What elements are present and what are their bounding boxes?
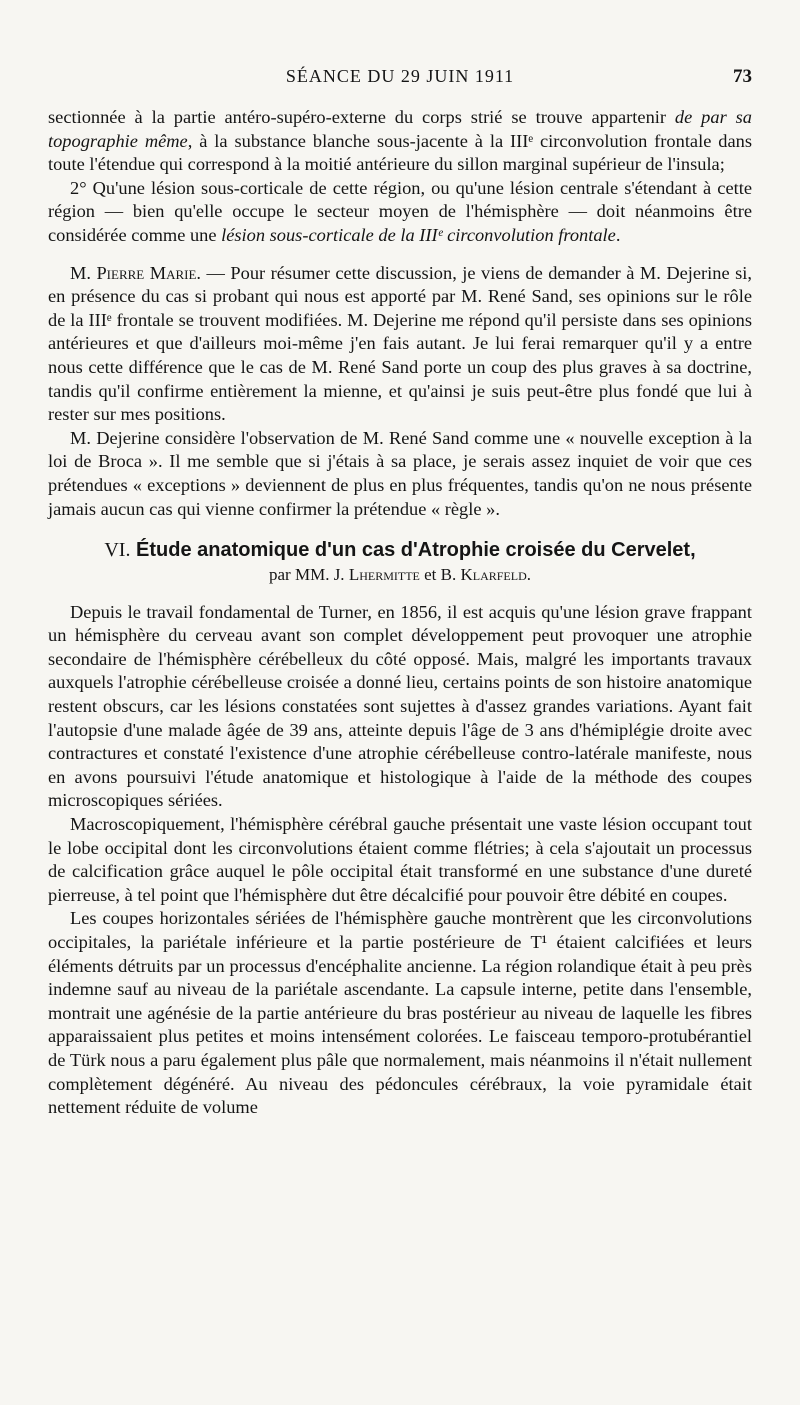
author-klarfeld: Klarfeld <box>460 565 527 585</box>
paragraph-3-text: . — Pour résumer cette discussion, je viens de demander à M. Dejerine si, en présence du cas si probant qui nous est apporté par M. René Sand, ses opinions sur le rôle de la IIIᵉ frontale se trouvent modifiées. M. Dejerine me répond qu'il persiste dans ses opinions antérieures et que d'ailleurs moi-même j'en fais autant. Je lui ferai remarquer qu'il y a entre nous cette différence que le cas de M. René Sand porte un coup des plus graves à sa doctrine, tandis qu'il confirme entièrement la mienne, et qu'ainsi je suis peut-être plus fondé que lui à rester sur mes positions. <box>48 262 752 425</box>
section-number: VI. <box>104 539 131 562</box>
paragraph-5-text: Depuis le travail fondamental de Turner, en 1856, il est acquis qu'une lésion grave frappant un hémisphère du cerveau avant son complet développement peut provoquer une atrophie secondaire de l'hémisphère cérébelleux du côté opposé. Mais, malgré les importants travaux auxquels l'atrophie cérébelleuse croisée a donné lieu, certains points de son histoire anatomique restent obscurs, car les lésions constatées sont sujettes à d'assez grandes variations. Ayant fait l'autopsie d'une malade âgée de 39 ans, atteinte depuis l'âge de 3 ans d'hémiplégie droite avec contractures et constaté l'existence d'une atrophie cérébelleuse contro-latérale manifeste, nous en avons poursuivi l'étude anatomique et histologique à l'aide de la méthode des coupes microscopiques sériées. <box>48 601 752 811</box>
authors-join: et B. <box>419 565 461 585</box>
running-head: SÉANCE DU 29 JUIN 1911 <box>285 66 515 86</box>
paragraph-4 <box>48 427 752 521</box>
spacer <box>48 248 752 262</box>
authors-prefix: par MM. J. <box>269 565 349 585</box>
section-heading <box>48 537 752 563</box>
speaker-name: Pierre Marie <box>96 262 197 283</box>
paragraph-1-text-a: sectionnée à la partie antéro-supéro-externe du corps strié se trouve appartenir <box>48 107 667 127</box>
paragraph-7 <box>48 907 752 1119</box>
author-lhermitte: Lhermitte <box>348 565 420 585</box>
page-header <box>48 66 752 94</box>
speaker-prefix: M. <box>70 262 97 283</box>
paragraph-6 <box>48 813 752 907</box>
paragraph-2-text-b: . <box>615 224 621 245</box>
paragraph-1-text-b: , à la substance blanche sous-jacente à la IIIᵉ circonvolution frontale dans toute l'étendue qui correspond à la moitié antérieure du sillon marginal supérieur de l'insula; <box>48 130 752 175</box>
page-body <box>48 106 752 1120</box>
paragraph-2-text-a: 2° Qu'une lésion sous-corticale de cette région, ou qu'une lésion centrale s'étendant à cette région — bien qu'elle occupe le secteur moyen de l'hémisphère — doit néanmoins être considérée comme une <box>48 177 752 245</box>
paragraph-2 <box>48 177 752 248</box>
page-number: 73 <box>733 66 752 87</box>
paragraph-7-text: Les coupes horizontales sériées de l'hémisphère gauche montrèrent que les circonvolutions occipitales, la pariétale inférieure et la partie postérieure de T¹ étaient calcifiées et leurs éléments détruits par un processus d'encéphalite ancienne. La région rolandique était à peu près indemne sauf au niveau de la pariétale ascendante. La capsule interne, petite dans l'ensemble, montrait une agénésie de la partie antérieure du bras postérieur au niveau de laquelle les fibres apparaissaient plus petites et moins intensément colorées. Le faisceau temporo-protubérantiel de Türk nous a paru également plus pâle que normalement, mais néanmoins il n'était nullement complètement dégénéré. Au niveau des pédoncules cérébraux, la voie pyramidale était nettement réduite de volume <box>48 908 752 1118</box>
paragraph-6-text: Macroscopiquement, l'hémisphère cérébral gauche présentait une vaste lésion occupant tout le lobe occipital dont les circonvolutions étaient comme flétries; à cela s'ajoutait un processus de calcification grâce auquel le pôle occipital était transformé en une substance d'une dureté pierreuse, à tel point que l'hémisphère dut être décalcifié pour pouvoir être débité en coupes. <box>48 814 752 905</box>
section-title: Étude anatomique d'un cas d'Atrophie croisée du Cervelet, <box>136 539 696 562</box>
paragraph-5 <box>48 601 752 813</box>
paragraph-1-italic: de par sa topographie même <box>48 107 752 151</box>
paragraph-2-italic: lésion sous-corticale de la IIIᵉ circonvolution frontale <box>221 224 616 245</box>
section-authors <box>48 563 752 587</box>
paragraph-4-text: M. Dejerine considère l'observation de M. René Sand comme une « nouvelle exception à la loi de Broca ». Il me semble que si j'étais à sa place, je serais assez inquiet de voir que ces prétendues « exceptions » deviennent de plus en plus fréquentes, tandis qu'on ne nous présente jamais aucun cas qui vienne confirmer la prétendue « règle ». <box>48 427 752 519</box>
paragraph-1 <box>48 106 752 177</box>
paragraph-3 <box>48 262 752 427</box>
authors-suffix: . <box>526 565 531 585</box>
